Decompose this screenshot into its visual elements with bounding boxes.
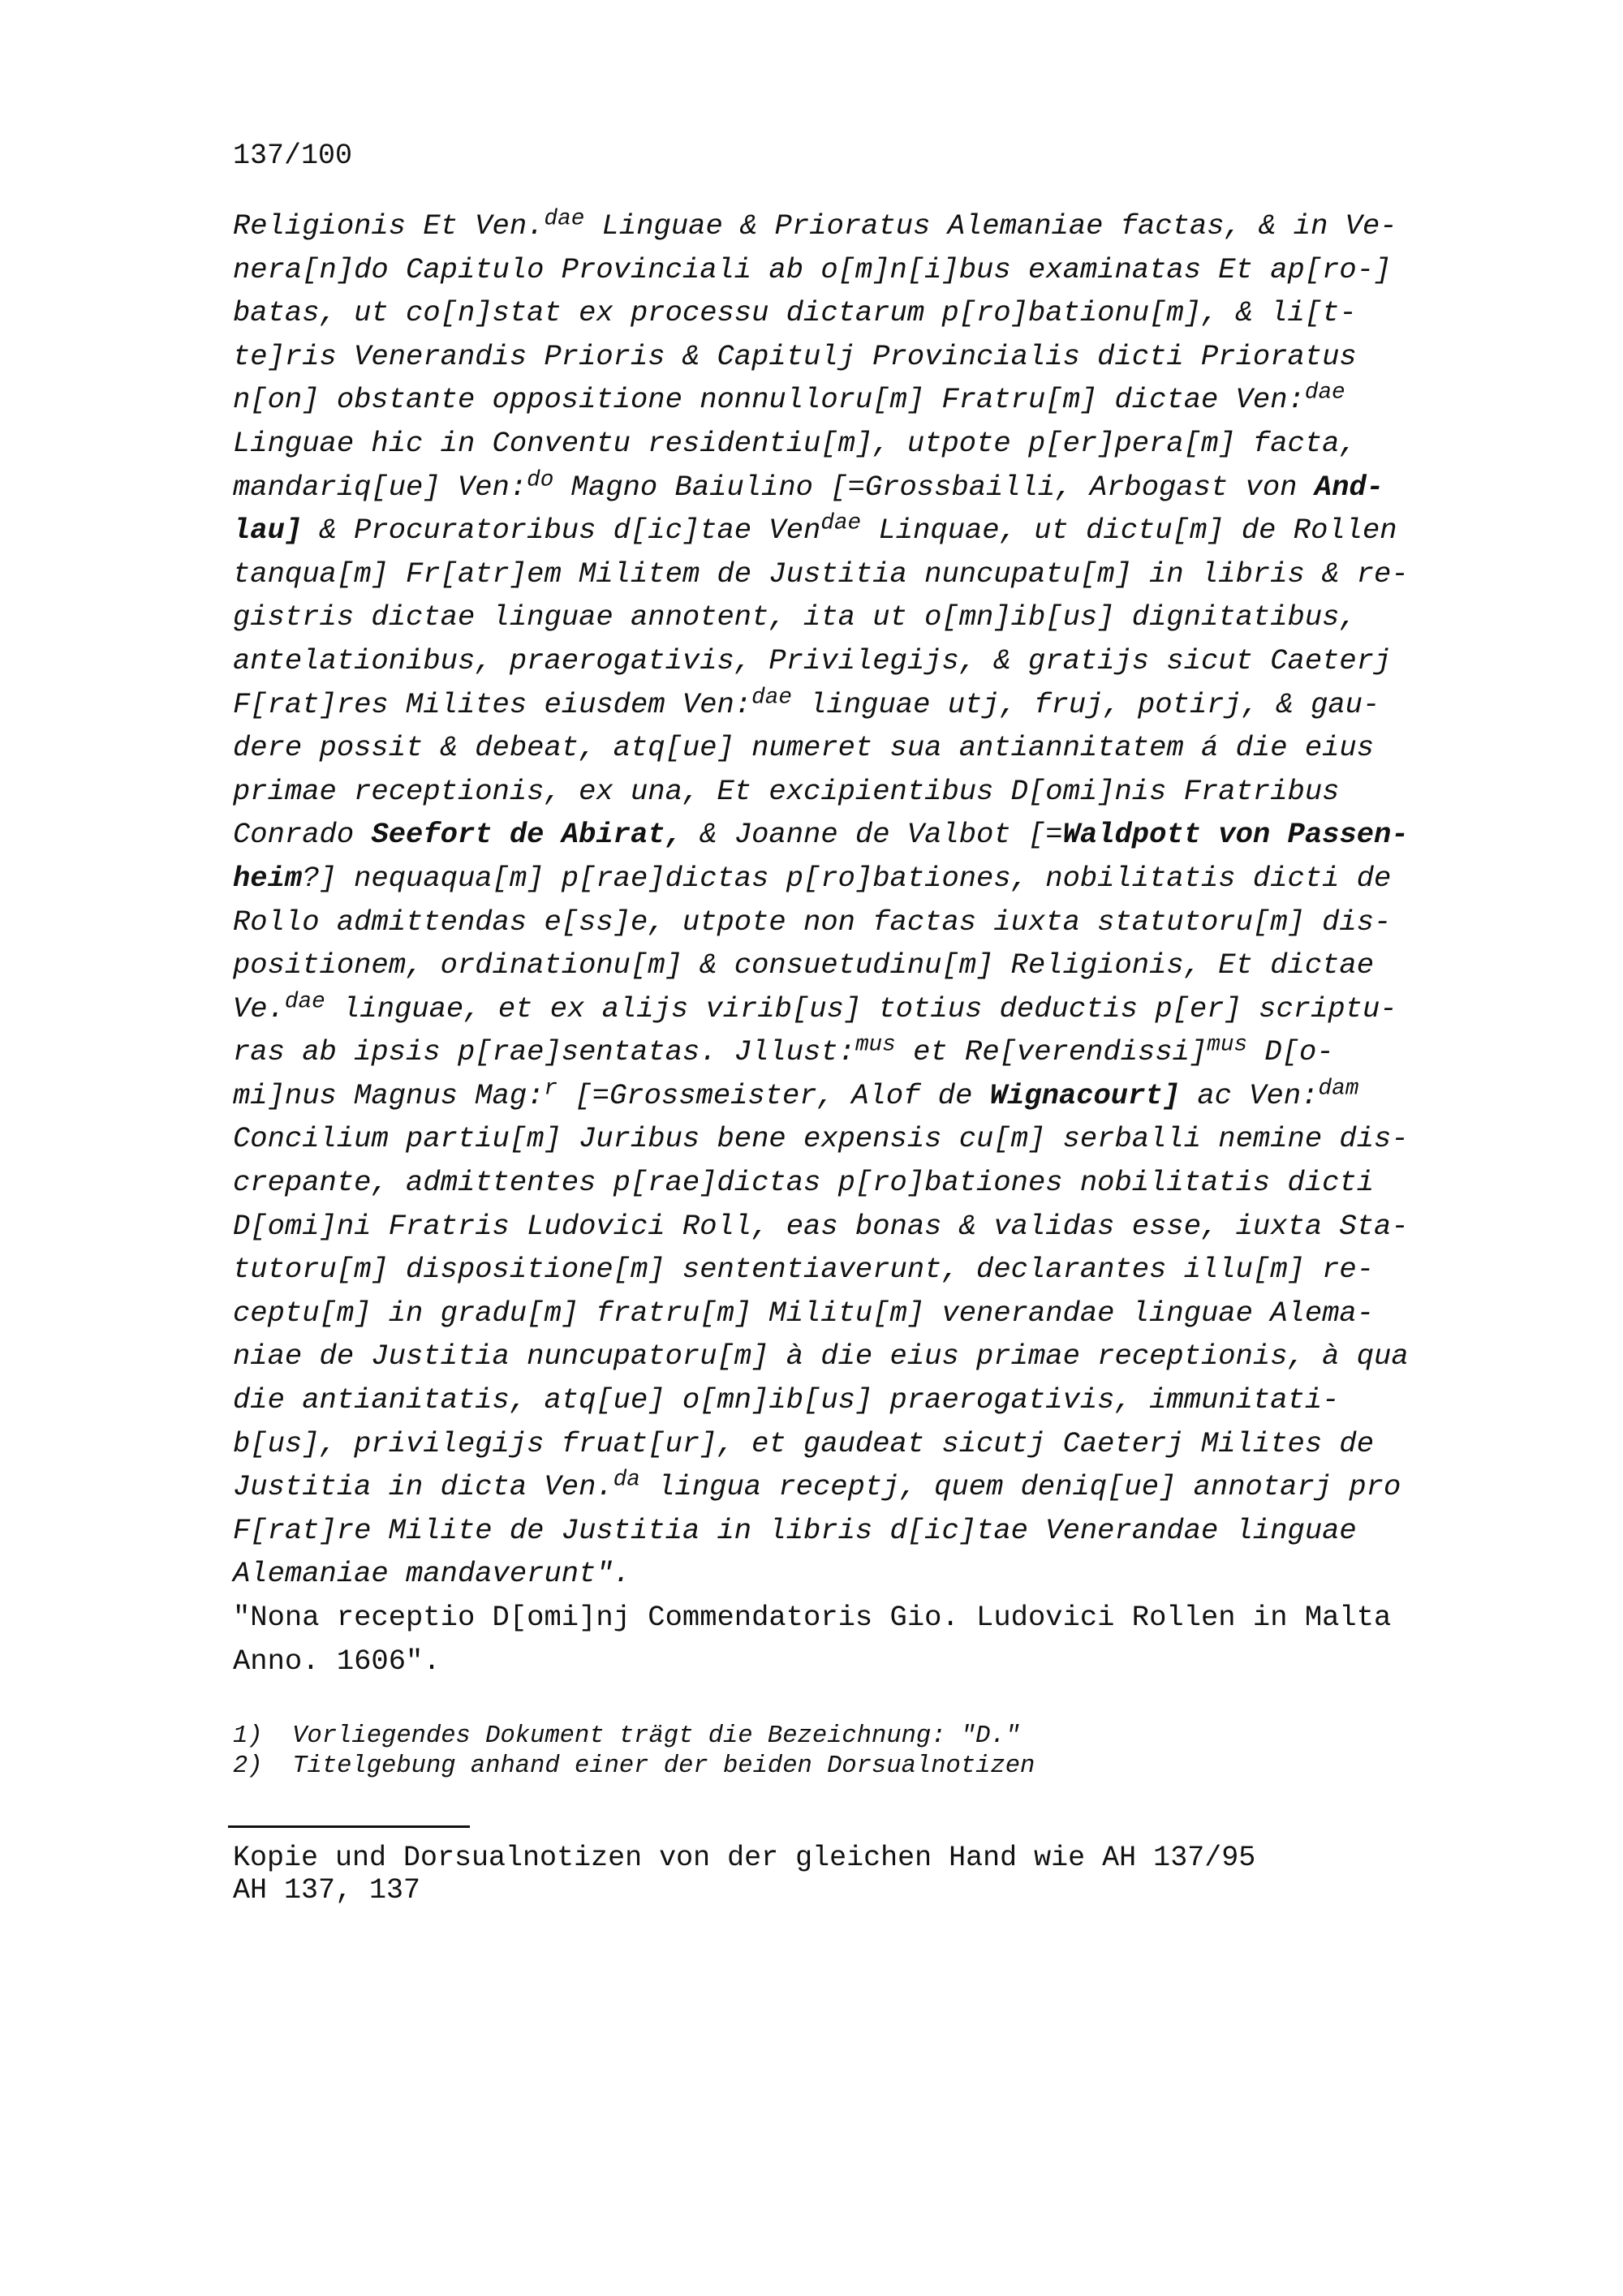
superscript-abbrev: mus <box>1207 1032 1248 1058</box>
transcription-body <box>233 204 1474 1683</box>
text-run: niae de Justitia nuncupatoru[m] à die eius primae receptionis, à qua <box>233 1339 1409 1374</box>
bold-name: lau] <box>233 514 303 548</box>
body-line <box>233 1378 1474 1422</box>
body-line <box>233 1030 1474 1074</box>
body-line <box>233 1205 1474 1249</box>
text-run: mi]nus Magnus Mag: <box>233 1078 545 1112</box>
body-line <box>233 1465 1474 1509</box>
footnotes <box>233 1722 1474 1782</box>
text-run: [=Grossmeister, Alof de <box>558 1078 990 1112</box>
body-line <box>233 335 1474 379</box>
text-run: Linquae, ut dictu[m] de Rollen <box>861 514 1397 548</box>
body-line <box>233 1596 1474 1640</box>
text-run: positionem, ordinationu[m] & consuetudinu[m] Religionis, Et dictae <box>233 948 1375 982</box>
body-line <box>233 726 1474 770</box>
text-run: lingua receptj, quem deniq[ue] annotarj pro <box>639 1470 1401 1504</box>
text-run: linguae utj, fruj, potirj, & gau- <box>791 687 1380 721</box>
superscript-abbrev: dam <box>1318 1076 1359 1102</box>
bold-name: heim <box>233 861 303 895</box>
footer-notes <box>233 1842 1474 1907</box>
text-run: ac Ven: <box>1180 1078 1319 1112</box>
body-line <box>233 857 1474 901</box>
text-run: F[rat]re Milite de Justitia in libris d[ic]tae Venerandae linguae <box>233 1513 1357 1547</box>
body-line <box>233 595 1474 639</box>
text-run: Conrado <box>233 818 372 852</box>
text-run: gistris dictae linguae annotent, ita ut o[mn]ib[us] dignitatibus, <box>233 600 1357 634</box>
text-run: ?] nequaqua[m] p[rae]dictas p[ro]bationes, nobilitatis dicti de <box>302 861 1392 895</box>
body-line <box>233 901 1474 944</box>
body-line <box>233 466 1474 510</box>
body-line <box>233 813 1474 857</box>
superscript-abbrev: r <box>544 1076 558 1102</box>
body-line <box>233 1248 1474 1292</box>
superscript-abbrev: dae <box>284 989 325 1015</box>
bold-name: And- <box>1314 470 1384 504</box>
superscript-abbrev: dae <box>1304 380 1345 406</box>
text-run: Concilium partiu[m] Juribus bene expensis cu[m] serballi nemine dis- <box>233 1122 1409 1156</box>
footnote-separator-rule <box>228 1825 470 1828</box>
text-run: Religionis Et Ven. <box>233 209 545 243</box>
body-line <box>233 1640 1474 1683</box>
body-line <box>233 1422 1474 1466</box>
body-line <box>233 770 1474 814</box>
body-line <box>233 639 1474 683</box>
body-line <box>233 1161 1474 1205</box>
bold-name: Seefort de Abirat, <box>371 818 682 852</box>
superscript-abbrev: dae <box>544 206 585 232</box>
text-run: Alemaniae mandaverunt". <box>233 1557 631 1591</box>
text-run: Linguae hic in Conventu residentiu[m], utpote p[er]pera[m] facta, <box>233 426 1357 460</box>
superscript-abbrev: da <box>613 1467 640 1493</box>
text-run: batas, ut co[n]stat ex processu dictarum p[ro]bationu[m], & li[t- <box>233 296 1357 330</box>
page-number: 137/100 <box>233 140 353 172</box>
body-line <box>233 1074 1474 1118</box>
text-run: tutoru[m] dispositione[m] sententiaverunt, declarantes illu[m] re- <box>233 1253 1375 1287</box>
bold-name: Waldpott von Passen- <box>1062 818 1409 852</box>
text-run: D[o- <box>1247 1035 1334 1069</box>
body-line <box>233 987 1474 1031</box>
body-line <box>233 944 1474 987</box>
body-line <box>233 553 1474 596</box>
text-run: Rollo admittendas e[ss]e, utpote non factas iuxta statutoru[m] dis- <box>233 905 1392 939</box>
text-run: b[us], privilegijs fruat[ur], et gaudeat sicutj Caeterj Milites de <box>233 1426 1375 1460</box>
text-run: ceptu[m] in gradu[m] fratru[m] Militu[m] venerandae linguae Alema- <box>233 1296 1375 1330</box>
body-line <box>233 683 1474 727</box>
text-run: dere possit & debeat, atq[ue] numeret sua antiannitatem á die eius <box>233 731 1375 765</box>
text-run: primae receptionis, ex una, Et excipientibus D[omi]nis Fratribus <box>233 774 1340 808</box>
body-line <box>233 291 1474 335</box>
text-run: ras ab ipsis p[rae]sentatas. Jllust: <box>233 1035 855 1069</box>
text-run: & Procuratoribus d[ic]tae Ven <box>302 514 821 548</box>
text-run: "Nona receptio D[omi]nj Commendatoris Gio. Ludovici Rollen in Malta <box>233 1601 1392 1634</box>
text-run: et Re[verendissi] <box>895 1035 1208 1069</box>
superscript-abbrev: mus <box>855 1032 896 1058</box>
text-run: mandariq[ue] Ven: <box>233 470 527 504</box>
text-run: Linguae & Prioratus Alemaniae factas, & in Ve- <box>584 209 1397 243</box>
footnote: 2) Titelgebung anhand einer der beiden Dorsualnotizen <box>233 1752 1035 1780</box>
footnote: 1) Vorliegendes Dokument trägt die Bezeichnung: "D." <box>233 1722 1021 1750</box>
text-run: tanqua[m] Fr[atr]em Militem de Justitia nuncupatu[m] in libris & re- <box>233 557 1409 591</box>
text-run: linguae, et ex alijs virib[us] totius deductis p[er] scriptu- <box>325 991 1397 1025</box>
body-line <box>233 204 1474 248</box>
text-run: D[omi]ni Fratris Ludovici Roll, eas bonas & validas esse, iuxta Sta- <box>233 1209 1409 1243</box>
body-line <box>233 1509 1474 1553</box>
text-run: Magno Baiulino [=Grossbailli, Arbogast von <box>553 470 1315 504</box>
text-run: F[rat]res Milites eiusdem Ven: <box>233 687 752 721</box>
text-run: crepante, admittentes p[rae]dictas p[ro]bationes nobilitatis dicti <box>233 1166 1375 1200</box>
text-run: nera[n]do Capitulo Provinciali ab o[m]n[i]bus examinatas Et ap[ro-] <box>233 252 1392 286</box>
text-run: antelationibus, praerogativis, Privilegijs, & gratijs sicut Caeterj <box>233 643 1392 677</box>
text-run: te]ris Venerandis Prioris & Capitulj Provincialis dicti Prioratus <box>233 339 1357 373</box>
text-run: die antianitatis, atq[ue] o[mn]ib[us] praerogativis, immunitati- <box>233 1383 1340 1417</box>
bold-name: Wignacourt] <box>989 1078 1181 1112</box>
superscript-abbrev: dae <box>751 684 792 710</box>
body-line <box>233 1335 1474 1378</box>
body-line <box>233 248 1474 292</box>
body-line <box>233 422 1474 466</box>
footer-line: AH 137, 137 <box>233 1874 421 1907</box>
text-run: n[on] obstante oppositione nonnulloru[m] Fratru[m] dictae Ven: <box>233 383 1305 417</box>
body-line <box>233 1292 1474 1335</box>
text-run: Justitia in dicta Ven. <box>233 1470 613 1504</box>
text-run: & Joanne de Valbot [= <box>682 818 1063 852</box>
text-run: Anno. 1606". <box>233 1644 441 1678</box>
text-run: Ve. <box>233 991 285 1025</box>
footer-line: Kopie und Dorsualnotizen von der gleichen Hand wie AH 137/95 <box>233 1842 1256 1874</box>
body-line <box>233 1552 1474 1596</box>
body-line <box>233 1117 1474 1161</box>
superscript-abbrev: dae <box>820 510 862 536</box>
body-line <box>233 378 1474 422</box>
superscript-abbrev: do <box>527 467 554 492</box>
body-line <box>233 509 1474 553</box>
